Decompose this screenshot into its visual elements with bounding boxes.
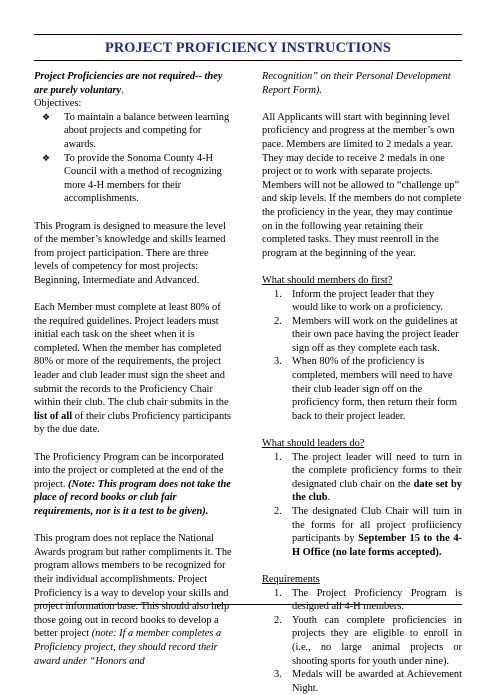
step-number: 2. — [274, 315, 282, 327]
diamond-bullet-icon: ❖ — [42, 152, 51, 163]
objective-item — [34, 111, 234, 152]
list-item — [262, 614, 462, 668]
step-number: 2. — [274, 614, 282, 626]
top-rule — [34, 34, 462, 35]
intro-bold: Project Proficiencies are not required-- they are purely voluntary — [34, 71, 223, 96]
applicants-paragraph: All Applicants will start with beginning level proficiency and progress at the member’s own pace. Members are limited to 2 medals a year. They may decide to receive 2 medals in one project or to work with separate projects. Members will not be allowed to “challenge up” and skip levels. If the members do not complete the proficiency in the year, they may continue on in the following year retaining their completed tasks. They must reenroll in the program at the beginning of the year. — [262, 111, 462, 259]
list-item — [262, 505, 462, 559]
intro-tail: . — [121, 84, 124, 96]
completion-text-end: of their clubs Proficiency participants by the due date. — [34, 410, 232, 436]
title-rule — [34, 60, 462, 61]
list-item — [262, 355, 462, 423]
step-text: Members will work on the guidelines at their own pace having the project leader sign off as they complete each task. — [292, 315, 459, 354]
objectives-label: Objectives: — [34, 98, 82, 110]
bottom-rule — [34, 604, 462, 605]
list-item — [262, 668, 462, 695]
step-bold: date set by the club — [292, 478, 462, 504]
step-number: 3. — [274, 669, 282, 681]
national-awards-note: (note: If a member completes a Proficiency project, they should record their award under “Honors and — [34, 628, 222, 667]
step-number: 1. — [274, 288, 282, 300]
national-awards-text: This program does not replace the National Awards program but rather compliments it. The program allows members to be recognized for their individual accomplishments. Project Proficiency is a way to develop your skills and project information base. This should also help those going out in record books to develop a better project — [34, 533, 232, 640]
list-item — [262, 315, 462, 356]
leaders-heading: What should leaders do? — [262, 438, 365, 450]
step-text: Youth can complete proficiencies in projects they are eligible to enroll in (i.e., no large animal projects or shooting sports for youth under nine). — [292, 614, 462, 667]
document-page — [34, 34, 462, 694]
step-text: When 80% of the proficiency is completed, members will need to have their club leader sign off on the proficiency form, then return their form back to their project leader. — [292, 356, 458, 422]
step-number: 1. — [274, 451, 282, 463]
completion-paragraph — [34, 301, 234, 437]
leaders-steps — [262, 451, 462, 560]
members-steps — [262, 288, 462, 424]
completion-text: Each Member must complete at least 80% of the required guidelines. Project leaders must initial each task on the sheet when it is completed. When the member has completed 80% or more of the requirements, the project leader and club leader must sign the sheet and submit the records to the Proficiency Chair within their club. The club chair submits in the — [34, 302, 229, 409]
left-column — [34, 70, 234, 668]
diamond-bullet-icon: ❖ — [42, 111, 51, 122]
step-text: The Project Proficiency Program is designed all 4-H members. — [292, 587, 462, 613]
completion-bold: list of all — [34, 410, 73, 422]
step-number: 3. — [274, 356, 282, 368]
program-description: This Program is designed to measure the level of the member’s knowledge and skills learned from project participation. There are three levels of competency for most projects: Beginning, Intermediate and Advanced. — [34, 220, 226, 286]
objective-text: To maintain a balance between learning about projects and competing for awards. — [64, 111, 230, 150]
incorporation-text: The Proficiency Program can be incorporated into the project or completed at the end of the project. — [34, 451, 224, 490]
list-item — [262, 451, 462, 505]
step-text: The project leader will need to turn in the complete proficiency forms to their designated club chair on the — [292, 451, 462, 490]
objective-text: To provide the Sonoma County 4-H Council with a method of recognizing more 4-H members for their accomplishments. — [64, 152, 222, 205]
incorporation-note: (Note: This program does not take the place of record books or club fair requirements, nor is it a test to be given). — [34, 478, 231, 517]
step-text: The designated Club Chair will turn in the forms for all project profiiciency participants by — [292, 506, 462, 545]
intro-paragraph — [34, 70, 234, 97]
requirements-heading: Requirements — [262, 573, 320, 585]
step-bold: September 15 to the 4-H Office (no late forms accepted). — [292, 533, 462, 558]
step-text-end: . — [327, 492, 331, 504]
national-awards-paragraph — [34, 532, 234, 668]
right-column — [262, 70, 462, 695]
step-number: 2. — [274, 506, 282, 517]
objective-item — [34, 152, 234, 206]
step-text: Medals will be awarded at Achievement Night. — [292, 669, 462, 694]
incorporation-paragraph — [34, 451, 234, 519]
list-item — [262, 288, 462, 315]
requirements-list — [262, 587, 462, 695]
step-text: Inform the project leader that they would like to work on a proficiency. — [292, 288, 443, 314]
step-number: 1. — [274, 587, 282, 599]
page-title: PROJECT PROFICIENCY INSTRUCTIONS — [104, 40, 391, 56]
objectives-list — [34, 111, 234, 206]
list-item — [262, 587, 462, 614]
members-heading: What should members do first? — [262, 274, 393, 286]
continued-note: Recognition” on their Personal Development Report Form). — [262, 71, 451, 96]
